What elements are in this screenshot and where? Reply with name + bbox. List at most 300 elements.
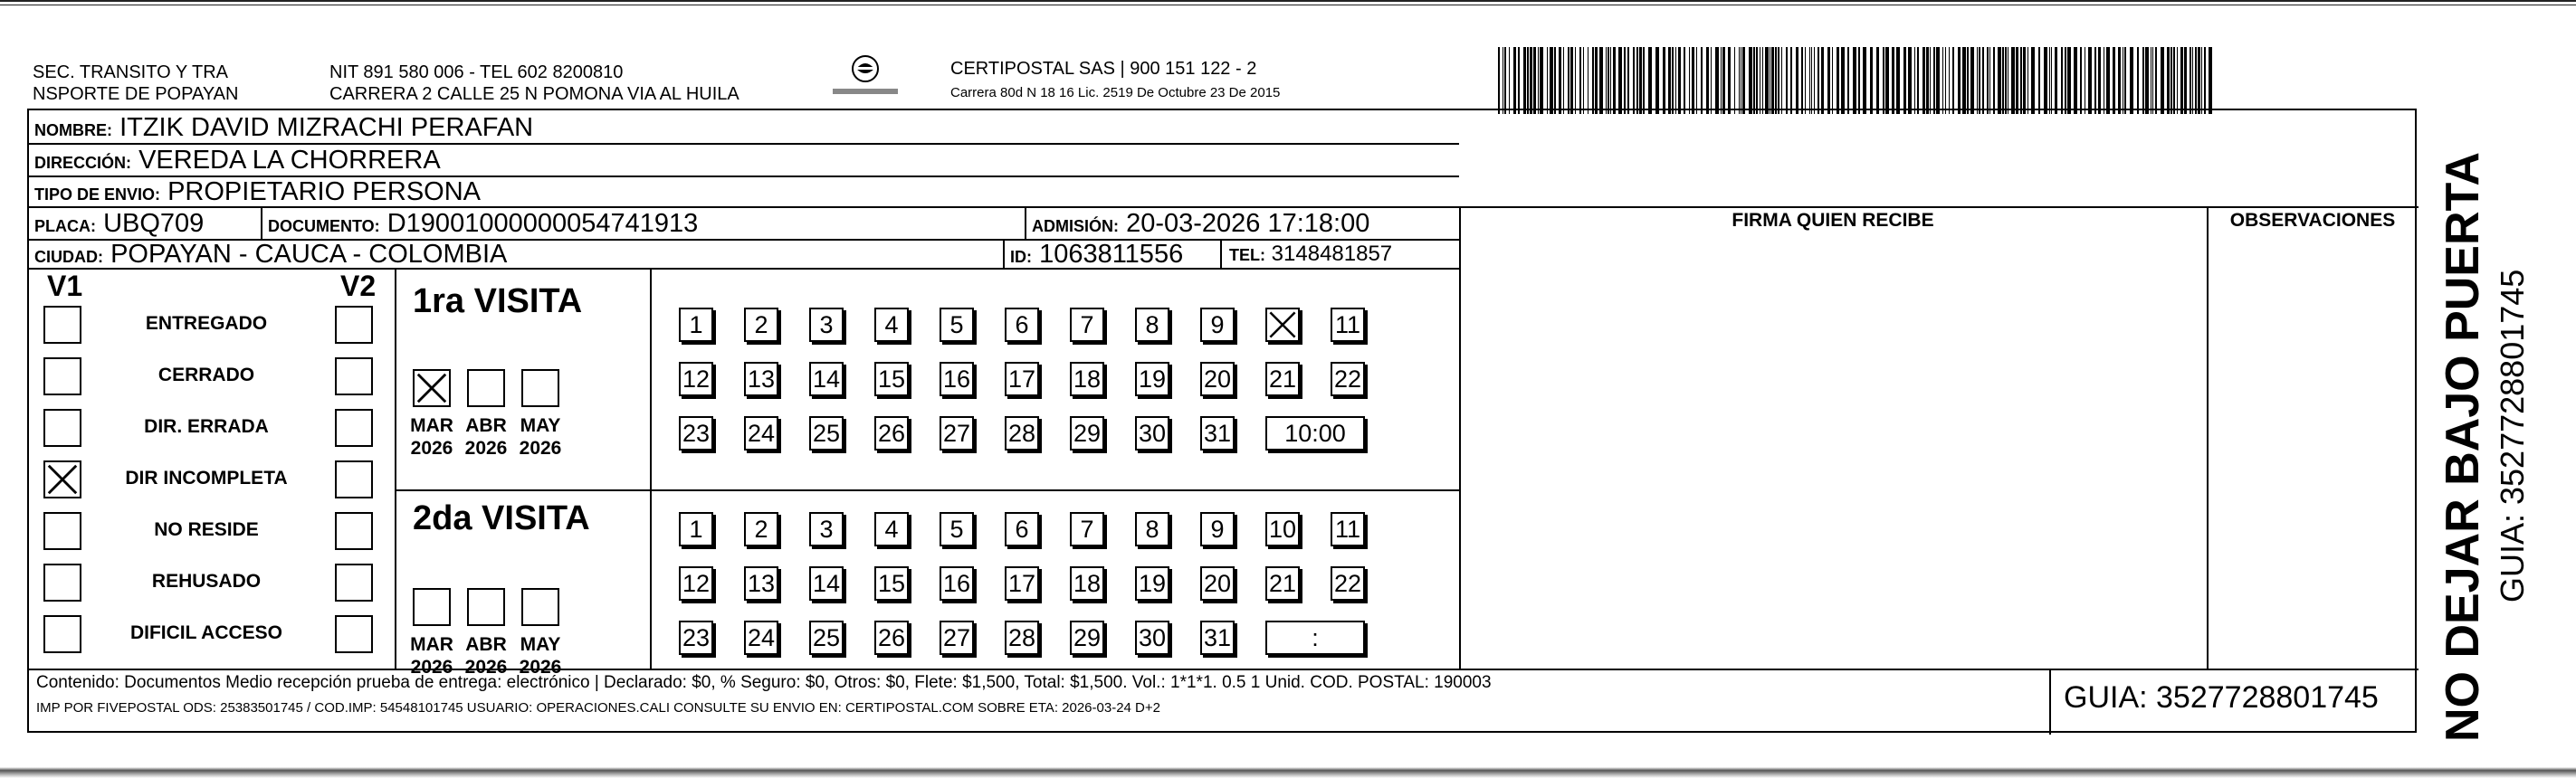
day-box[interactable]: 2 <box>744 308 778 342</box>
barcode-bar <box>1692 47 1694 114</box>
barcode-bar <box>1753 47 1755 114</box>
day-box[interactable]: 19 <box>1135 566 1169 601</box>
barcode-bar <box>1696 47 1697 114</box>
day-box[interactable]: 20 <box>1200 362 1235 396</box>
barcode-bar <box>1592 47 1594 114</box>
bottom-rule <box>0 767 2576 778</box>
sender-line1: SEC. TRANSITO Y TRA <box>33 62 228 82</box>
barcode-bar <box>1568 47 1569 114</box>
v1-label: V1 <box>47 270 83 302</box>
barcode-bar <box>1540 47 1543 114</box>
barcode-bar <box>1527 47 1529 114</box>
month-year: 2026 <box>519 657 562 678</box>
v1-checkbox[interactable] <box>43 564 81 602</box>
tipo-envio-value: PROPIETARIO PERSONA <box>167 177 482 206</box>
month-name: MAR <box>410 415 453 436</box>
day-box[interactable]: 18 <box>1070 566 1104 601</box>
v2-checkbox[interactable] <box>335 512 373 550</box>
day-box[interactable]: 14 <box>809 362 844 396</box>
barcode-bar <box>1870 47 1873 114</box>
v1-checkbox[interactable] <box>43 409 81 447</box>
tipo-envio-label: TIPO DE ENVIO: <box>34 185 161 204</box>
day-box[interactable]: 3 <box>809 308 844 342</box>
month-checkbox[interactable] <box>521 588 559 626</box>
sender-info <box>329 62 739 105</box>
month-label <box>459 414 513 460</box>
day-box[interactable]: 6 <box>1005 512 1039 546</box>
barcode-bar <box>2195 47 2197 114</box>
day-box[interactable]: 12 <box>679 362 713 396</box>
top-rule <box>0 0 2576 5</box>
day-box[interactable]: 16 <box>940 362 974 396</box>
barcode-bar <box>2094 47 2096 114</box>
footer-imp: IMP POR FIVEPOSTAL ODS: 25383501745 / COD.IMP: 54548101745 USUARIO: OPERACIONES.CALI CONSULTE SU ENVIO EN: CERTIPOSTAL.COM SOBRE ETA: 2026-03-24 D+2 <box>36 700 1160 716</box>
barcode-bar <box>1675 47 1676 114</box>
day-box[interactable]: 22 <box>1331 362 1365 396</box>
barcode-bar <box>1952 47 1954 114</box>
day-box[interactable]: 2 <box>744 512 778 546</box>
barcode-bar <box>1518 47 1520 114</box>
barcode-bar <box>1624 47 1626 114</box>
barcode-bar <box>2152 47 2153 114</box>
barcode-bar <box>1998 47 2001 114</box>
day-box[interactable]: 23 <box>679 416 713 451</box>
documento-field <box>268 208 698 242</box>
tel-label: TEL: <box>1229 246 1265 264</box>
barcode-bar <box>1618 47 1622 114</box>
day-box[interactable]: 22 <box>1331 566 1365 601</box>
side-guia: GUIA: 3527728801745 <box>2494 269 2531 602</box>
barcode-bar <box>1668 47 1671 114</box>
barcode-bar <box>2204 47 2206 114</box>
month-year: 2026 <box>410 657 453 678</box>
barcode-bar <box>2184 47 2187 114</box>
month-year: 2026 <box>410 438 453 459</box>
barcode-bar <box>1595 47 1598 114</box>
barcode-bar <box>2161 47 2164 114</box>
day-box[interactable]: 28 <box>1005 416 1039 451</box>
day-box[interactable]: 30 <box>1135 621 1169 655</box>
day-box[interactable]: 8 <box>1135 308 1169 342</box>
sender-line2: NSPORTE DE POPAYAN <box>33 84 239 104</box>
nombre-label: NOMBRE: <box>34 121 112 139</box>
day-box[interactable]: 14 <box>809 566 844 601</box>
time-box[interactable]: 10:00 <box>1265 416 1365 451</box>
barcode-bar <box>2173 47 2175 114</box>
barcode-bar <box>1639 47 1642 114</box>
month-label <box>459 633 513 678</box>
barcode-bar <box>1781 47 1782 114</box>
barcode-bar <box>2192 47 2193 114</box>
barcode-bar <box>1711 47 1712 114</box>
barcode-bar <box>1908 47 1912 114</box>
day-box[interactable] <box>1265 308 1300 342</box>
direccion-value: VEREDA LA CHORRERA <box>138 146 441 175</box>
month-name: MAY <box>520 634 561 655</box>
barcode-bar <box>1583 47 1584 114</box>
delivery-form <box>27 109 2417 733</box>
visit2-title: 2da VISITA <box>413 499 590 537</box>
barcode-bar <box>1706 47 1709 114</box>
barcode-bar <box>2142 47 2144 114</box>
barcode-bar <box>1643 47 1645 114</box>
day-box[interactable]: 1 <box>679 308 713 342</box>
certipostal-logo <box>829 51 902 101</box>
footer-guia: GUIA: 3527728801745 <box>2064 680 2379 715</box>
barcode-bar <box>1977 47 1978 114</box>
barcode-bar <box>1756 47 1758 114</box>
barcode-bar <box>1722 47 1725 114</box>
barcode-bar <box>1958 47 1961 114</box>
barcode-bar <box>2137 47 2139 114</box>
day-box[interactable]: 17 <box>1005 362 1039 396</box>
day-box[interactable]: 12 <box>679 566 713 601</box>
barcode-bar <box>1858 47 1860 114</box>
barcode-bar <box>1987 47 1989 114</box>
barcode-bar <box>2198 47 2200 114</box>
courier-name: CERTIPOSTAL SAS | 900 151 122 - 2 <box>950 59 1257 79</box>
admision-value: 20-03-2026 17:18:00 <box>1126 209 1370 238</box>
barcode-bar <box>1734 47 1735 114</box>
day-box[interactable]: 21 <box>1265 362 1300 396</box>
barcode-bar <box>1821 47 1824 114</box>
sender-nit: NIT 891 580 006 - TEL 602 8200810 <box>329 62 624 82</box>
month-checkbox[interactable] <box>413 369 451 407</box>
barcode-bar <box>1863 47 1866 114</box>
day-box[interactable]: 21 <box>1265 566 1300 601</box>
barcode-bar <box>2023 47 2026 114</box>
barcode-bar <box>2155 47 2157 114</box>
day-box[interactable]: 18 <box>1070 362 1104 396</box>
day-box[interactable]: 29 <box>1070 416 1104 451</box>
barcode-bar <box>2088 47 2092 114</box>
barcode-bar <box>1613 47 1616 114</box>
barcode-bar <box>2190 47 2191 114</box>
id-value: 1063811556 <box>1039 240 1184 269</box>
barcode-bar <box>1775 47 1777 114</box>
day-box[interactable]: 25 <box>809 621 844 655</box>
v2-checkbox[interactable] <box>335 306 373 344</box>
day-box[interactable]: 29 <box>1070 621 1104 655</box>
barcode-bar <box>2044 47 2047 114</box>
day-box[interactable]: 3 <box>809 512 844 546</box>
admision-label: ADMISIÓN: <box>1032 217 1119 235</box>
day-box[interactable]: 31 <box>1200 621 1235 655</box>
barcode-bar <box>1914 47 1915 114</box>
barcode-bar <box>1814 47 1815 114</box>
barcode-bar <box>2124 47 2126 114</box>
barcode-bar <box>2061 47 2063 114</box>
barcode-bar <box>1672 47 1674 114</box>
barcode-bar <box>2167 47 2170 114</box>
month-year: 2026 <box>519 438 562 459</box>
barcode-bar <box>2005 47 2007 114</box>
documento-value: D19001000000054741913 <box>386 209 699 238</box>
day-box[interactable]: 7 <box>1070 308 1104 342</box>
barcode-bar <box>1786 47 1788 114</box>
nombre-field <box>34 112 533 146</box>
month-checkbox[interactable] <box>521 369 559 407</box>
day-box[interactable]: 5 <box>940 308 974 342</box>
barcode-bar <box>1663 47 1665 114</box>
barcode-bar <box>1922 47 1925 114</box>
barcode-bar <box>1504 47 1506 114</box>
month-checkbox[interactable] <box>467 369 505 407</box>
status-label: REHUSADO <box>151 571 262 592</box>
day-box[interactable]: 6 <box>1005 308 1039 342</box>
day-box[interactable]: 9 <box>1200 512 1235 546</box>
day-box[interactable]: 9 <box>1200 308 1235 342</box>
barcode-bar <box>1606 47 1607 114</box>
barcode-bar <box>1818 47 1819 114</box>
barcode-bar <box>1847 47 1849 114</box>
ciudad-value: POPAYAN - CAUCA - COLOMBIA <box>110 240 508 269</box>
barcode-bar <box>1701 47 1703 114</box>
barcode-bar <box>2027 47 2028 114</box>
month-label <box>513 633 568 678</box>
id-field <box>1010 239 1183 272</box>
v2-checkbox[interactable] <box>335 357 373 395</box>
v1-checkbox[interactable] <box>43 357 81 395</box>
firma-label: FIRMA QUIEN RECIBE <box>1732 210 1934 231</box>
barcode-bar <box>1796 47 1798 114</box>
barcode-bar <box>2051 47 2052 114</box>
barcode-bar <box>1627 47 1629 114</box>
courier-license: Carrera 80d N 18 16 Lic. 2519 De Octubre 23 De 2015 <box>950 85 1281 100</box>
status-label: ENTREGADO <box>145 313 268 334</box>
v1-checkbox[interactable] <box>43 460 81 498</box>
v2-checkbox[interactable] <box>335 564 373 602</box>
barcode-bar <box>1989 47 1990 114</box>
status-label: DIR. ERRADA <box>144 416 269 437</box>
tel-field <box>1229 239 1392 270</box>
barcode-bar <box>2031 47 2035 114</box>
ciudad-label: CIUDAD: <box>34 248 103 266</box>
barcode-bar <box>1811 47 1812 114</box>
barcode-bar <box>1550 47 1553 114</box>
barcode-bar <box>2055 47 2057 114</box>
x-mark-icon <box>1267 309 1298 340</box>
placa-label: PLACA: <box>34 217 96 235</box>
barcode-bar <box>1771 47 1774 114</box>
barcode-bar <box>1575 47 1576 114</box>
barcode-bar <box>2038 47 2040 114</box>
visit1-title: 1ra VISITA <box>413 282 583 320</box>
barcode-bar <box>1809 47 1810 114</box>
day-box[interactable]: 1 <box>679 512 713 546</box>
day-box[interactable]: 31 <box>1200 416 1235 451</box>
barcode-bar <box>2113 47 2115 114</box>
ciudad-field <box>34 239 507 272</box>
month-label <box>405 633 459 678</box>
admision-field <box>1032 208 1369 242</box>
barcode-bar <box>1762 47 1763 114</box>
day-box[interactable]: 26 <box>874 621 909 655</box>
barcode-bar <box>1979 47 1980 114</box>
month-checkbox[interactable] <box>467 588 505 626</box>
barcode-bar <box>1563 47 1564 114</box>
sender-address: CARRERA 2 CALLE 25 N POMONA VIA AL HUILA <box>329 84 739 104</box>
day-box[interactable]: 15 <box>874 362 909 396</box>
barcode <box>1498 47 2222 114</box>
day-box[interactable]: 25 <box>809 416 844 451</box>
day-box[interactable]: 13 <box>744 362 778 396</box>
barcode-bar <box>2209 47 2212 114</box>
v1-checkbox[interactable] <box>43 512 81 550</box>
tel-value: 3148481857 <box>1271 242 1393 266</box>
barcode-bar <box>1509 47 1510 114</box>
barcode-bar <box>1962 47 1966 114</box>
day-box[interactable]: 26 <box>874 416 909 451</box>
barcode-bar <box>1926 47 1929 114</box>
v2-checkbox[interactable] <box>335 460 373 498</box>
month-label <box>405 414 459 460</box>
day-box[interactable]: 17 <box>1005 566 1039 601</box>
barcode-bar <box>1778 47 1779 114</box>
barcode-bar <box>1936 47 1940 114</box>
barcode-bar <box>1715 47 1719 114</box>
placa-value: UBQ709 <box>103 209 205 238</box>
day-box[interactable]: 30 <box>1135 416 1169 451</box>
status-label: DIFICIL ACCESO <box>129 622 282 643</box>
barcode-bar <box>1599 47 1603 114</box>
status-label: NO RESIDE <box>154 519 259 540</box>
barcode-bar <box>2098 47 2101 114</box>
documento-label: DOCUMENTO: <box>268 217 380 235</box>
day-box[interactable]: 4 <box>874 308 909 342</box>
barcode-bar <box>1837 47 1839 114</box>
month-name: ABR <box>465 634 507 655</box>
day-box[interactable]: 8 <box>1135 512 1169 546</box>
month-name: MAY <box>520 415 561 436</box>
barcode-bar <box>2074 47 2077 114</box>
x-mark-icon <box>45 462 80 497</box>
barcode-bar <box>1689 47 1690 114</box>
month-checkbox[interactable] <box>413 588 451 626</box>
status-label: CERRADO <box>157 365 255 385</box>
sender-block <box>33 62 238 105</box>
barcode-bar <box>2016 47 2018 114</box>
month-label <box>513 414 568 460</box>
day-box[interactable]: 19 <box>1135 362 1169 396</box>
day-box[interactable]: 16 <box>940 566 974 601</box>
barcode-bar <box>2067 47 2071 114</box>
day-box[interactable]: 23 <box>679 621 713 655</box>
barcode-bar <box>1805 47 1806 114</box>
barcode-bar <box>1588 47 1589 114</box>
barcode-bar <box>2145 47 2149 114</box>
day-box[interactable]: 11 <box>1331 512 1365 546</box>
day-box[interactable]: 5 <box>940 512 974 546</box>
barcode-bar <box>1827 47 1830 114</box>
day-box[interactable]: 27 <box>940 416 974 451</box>
barcode-bar <box>1949 47 1950 114</box>
barcode-bar <box>1579 47 1581 114</box>
direccion-field <box>34 145 441 178</box>
day-box[interactable]: 28 <box>1005 621 1039 655</box>
barcode-bar <box>1841 47 1845 114</box>
barcode-bar <box>1883 47 1884 114</box>
day-box[interactable]: 7 <box>1070 512 1104 546</box>
day-box[interactable]: 20 <box>1200 566 1235 601</box>
barcode-bar <box>1513 47 1516 114</box>
month-year: 2026 <box>464 657 508 678</box>
barcode-bar <box>2011 47 2015 114</box>
direccion-label: DIRECCIÓN: <box>34 154 131 172</box>
barcode-bar <box>1933 47 1935 114</box>
v2-checkbox[interactable] <box>335 409 373 447</box>
v1-checkbox[interactable] <box>43 306 81 344</box>
barcode-bar <box>1684 47 1685 114</box>
day-box[interactable]: 13 <box>744 566 778 601</box>
day-box[interactable]: 24 <box>744 416 778 451</box>
barcode-bar <box>2049 47 2050 114</box>
barcode-bar <box>1633 47 1635 114</box>
day-box[interactable]: 11 <box>1331 308 1365 342</box>
barcode-bar <box>1559 47 1561 114</box>
barcode-bar <box>1655 47 1659 114</box>
barcode-bar <box>1538 47 1539 114</box>
x-mark-icon <box>415 371 449 405</box>
day-box[interactable]: 10 <box>1265 512 1300 546</box>
barcode-bar <box>1749 47 1752 114</box>
barcode-bar <box>1903 47 1906 114</box>
barcode-bar <box>1801 47 1803 114</box>
footer-contenido: Contenido: Documentos Medio recepción prueba de entrega: electrónico | Declarado: $0, % Seguro: $0, Otros: $0, Flete: $1,500, Total: $1,500. Vol.: 1*1*1. 0.5 1 Unid. COD. POSTAL: 190003 <box>36 673 1492 692</box>
nombre-value: ITZIK DAVID MIZRACHI PERAFAN <box>119 113 534 142</box>
v1-checkbox[interactable] <box>43 615 81 653</box>
side-warning: NO DEJAR BAJO PUERTA <box>2437 151 2489 742</box>
barcode-bar <box>1648 47 1652 114</box>
tipo-envio-field <box>34 176 481 210</box>
barcode-bar <box>1765 47 1769 114</box>
barcode-bar <box>1523 47 1526 114</box>
barcode-bar <box>2002 47 2004 114</box>
barcode-bar <box>2201 47 2202 114</box>
barcode-bar <box>1547 47 1548 114</box>
barcode-bar <box>1678 47 1681 114</box>
day-box[interactable]: 24 <box>744 621 778 655</box>
barcode-bar <box>1942 47 1943 114</box>
barcode-bar <box>1967 47 1969 114</box>
barcode-bar <box>1533 47 1536 114</box>
barcode-bar <box>1608 47 1609 114</box>
barcode-bar <box>1832 47 1833 114</box>
barcode-bar <box>2118 47 2121 114</box>
v2-checkbox[interactable] <box>335 615 373 653</box>
barcode-bar <box>2106 47 2110 114</box>
time-box[interactable]: : <box>1265 621 1365 655</box>
barcode-bar <box>1721 47 1722 114</box>
barcode-bar <box>2130 47 2133 114</box>
day-box[interactable]: 27 <box>940 621 974 655</box>
barcode-bar <box>1728 47 1731 114</box>
month-name: ABR <box>465 415 507 436</box>
barcode-bar <box>1742 47 1745 114</box>
barcode-bar <box>1885 47 1889 114</box>
barcode-bar <box>1853 47 1856 114</box>
day-box[interactable]: 15 <box>874 566 909 601</box>
barcode-bar <box>1970 47 1974 114</box>
barcode-bar <box>1739 47 1740 114</box>
barcode-bar <box>1945 47 1946 114</box>
barcode-bar <box>1636 47 1638 114</box>
barcode-bar <box>1892 47 1894 114</box>
day-box[interactable]: 4 <box>874 512 909 546</box>
month-year: 2026 <box>464 438 508 459</box>
barcode-bar <box>1554 47 1556 114</box>
id-label: ID: <box>1010 248 1032 266</box>
